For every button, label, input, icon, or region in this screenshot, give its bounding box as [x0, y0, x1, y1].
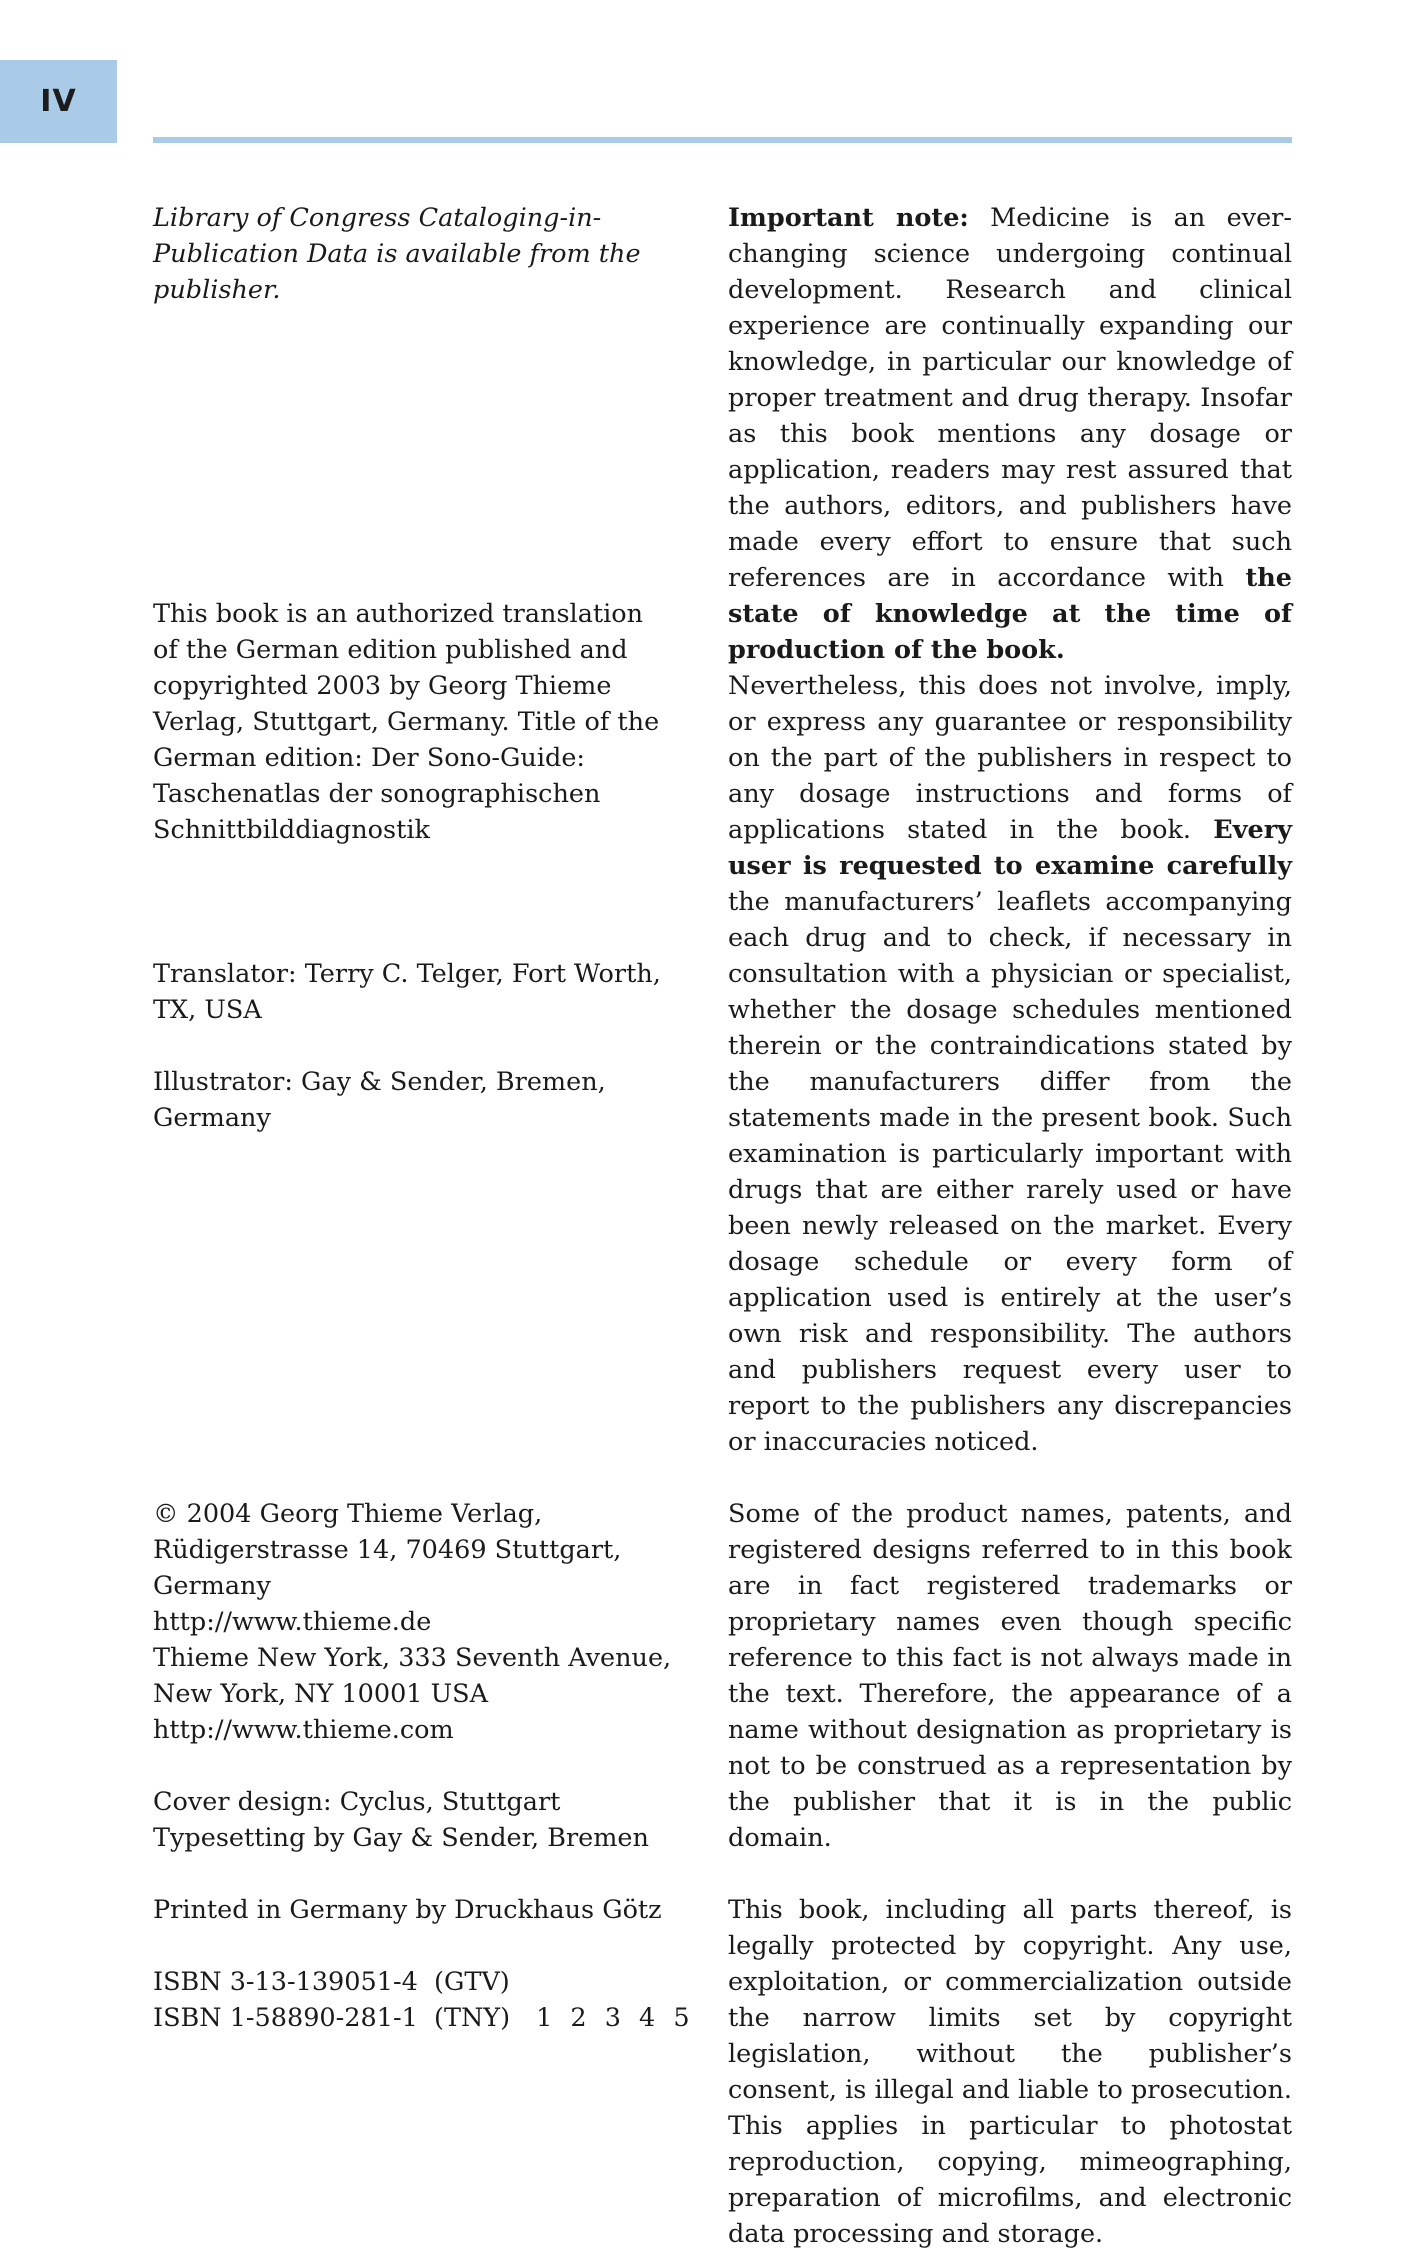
copyright-line: Rüdigerstrasse 14, 70469 Stuttgart,	[153, 1535, 622, 1565]
copyright-line: http://www.thieme.com	[153, 1715, 454, 1745]
cover-design-credit: Cover design: Cyclus, Stuttgart	[153, 1787, 561, 1817]
copyright-line: New York, NY 10001 USA	[153, 1679, 489, 1709]
translator-credit: Translator: Terry C. Telger, Fort Worth, TX, USA	[153, 959, 661, 1025]
page-number: IV	[40, 84, 77, 119]
copyright-line: Germany	[153, 1571, 271, 1601]
right-column	[728, 200, 1292, 2252]
printing-numbers: 1 2 3 4 5	[536, 2003, 692, 2033]
isbn-gtv: ISBN 3-13-139051-4 (GTV)	[153, 1967, 510, 1997]
copyright-line: © 2004 Georg Thieme Verlag,	[153, 1499, 543, 1529]
trademarks-paragraph: Some of the product names, patents, and registered designs referred to in this book are in fact registered trademarks or proprietary names even though specific reference to this fact is not always made in the text. Therefore, the appearance of a name without designation as proprietary is not to be construed as a representation by the publisher that it is in the public domain.	[728, 1499, 1292, 1853]
illustrator-credit: Illustrator: Gay & Sender, Bremen, Germany	[153, 1067, 606, 1133]
liability-emphasis: Every user is requested to examine carefully	[728, 815, 1292, 881]
important-note-label: Important note:	[728, 203, 969, 233]
copyright-line: Thieme New York, 333 Seventh Avenue,	[153, 1643, 672, 1673]
important-note	[728, 200, 1292, 668]
liability-text-continued: the manufacturers’ leaflets accompanying each drug and to check, if necessary in consultation with a physician or specialist, whether the dosage schedules mentioned therein or the contraindications stated by the manufacturers differ from the statements made in the present book. Such examination is particularly important with drugs that are either rarely used or have been newly released on the market. Every dosage schedule or every form of application used is entirely at the user’s own risk and responsibility. The authors and publishers request every user to report to the publishers any discrepancies or inaccuracies noticed.	[728, 887, 1292, 1457]
translation-notice: This book is an authorized translation of the German edition published and copyrighted 2003 by Georg Thieme Verlag, Stuttgart, Germany. Title of the German edition: Der Sono-Guide: Taschenatlas der sonographischen Schnittbilddiagnostik	[153, 599, 660, 845]
important-note-emphasis: the state of knowledge at the time of production of the book.	[728, 563, 1292, 665]
liability-text: Nevertheless, this does not involve, imply, or express any guarantee or responsibility on the part of the publishers in respect to any dosage instructions and forms of applications stated in the book.	[728, 671, 1292, 845]
cip-notice: Library of Congress Cataloging-in-Publication Data is available from the publisher.	[153, 203, 641, 305]
copyright-line: http://www.thieme.de	[153, 1607, 432, 1637]
page-number-tab	[0, 60, 117, 143]
copyright-protection-paragraph: This book, including all parts thereof, is legally protected by copyright. Any use, exploitation, or commercialization outside the narrow limits set by copyright legislation, without the publisher’s consent, is illegal and liable to prosecution. This applies in particular to photostat reproduction, copying, mimeographing, preparation of microfilms, and electronic data processing and storage.	[728, 1895, 1292, 2249]
copyright-block	[153, 1496, 673, 1748]
printer-credit: Printed in Germany by Druckhaus Götz	[153, 1895, 662, 1925]
liability-paragraph	[728, 668, 1292, 1460]
left-column	[153, 200, 692, 2036]
header-rule	[153, 137, 1292, 143]
typesetting-credit: Typesetting by Gay & Sender, Bremen	[153, 1823, 649, 1853]
isbn-tny: ISBN 1-58890-281-1 (TNY)	[153, 2003, 511, 2033]
important-note-text: Medicine is an ever-changing science undergoing continual development. Research and clinical experience are continually expanding our knowledge, in particular our knowledge of proper treatment and drug therapy. Insofar as this book mentions any dosage or application, readers may rest assured that the authors, editors, and publishers have made every effort to ensure that such references are in accordance with	[728, 203, 1292, 593]
isbn-tny-row	[153, 2000, 692, 2036]
